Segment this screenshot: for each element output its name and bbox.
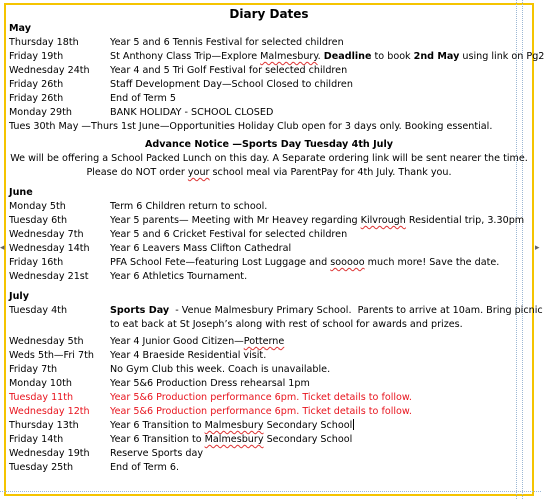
list-item: Wednesday 24th Year 4 and 5 Tri Golf Festival for selected children bbox=[9, 65, 348, 76]
list-item: Tuesday 6th Year 5 parents— Meeting with Mr Heavey regarding Kilvrough Residential trip, 3.30pm bbox=[9, 215, 525, 226]
notice-line: We will be offering a School Packed Lunch on this day. A Separate ordering link will be sent nearer the time. bbox=[10, 153, 528, 164]
notice-line: Please do NOT order your school meal via ParentPay for 4th July. Thank you. bbox=[86, 167, 452, 178]
list-item: Friday 26th Staff Development Day—School Closed to children bbox=[9, 79, 353, 90]
margin-guide bbox=[0, 491, 541, 492]
list-item-highlighted: Tuesday 11th Year 5&6 Production performance 6pm. Ticket details to follow. bbox=[9, 392, 412, 403]
resize-handle-icon[interactable]: ◂ bbox=[0, 243, 5, 253]
list-item: Thursday 13th Year 6 Transition to Malmesbury Secondary School bbox=[9, 419, 529, 433]
list-item-continuation: to eat back at St Joseph’s along with rest of school for awards and prizes. bbox=[110, 319, 463, 330]
list-item: Wednesday 14th Year 6 Leavers Mass Clifton Cathedral bbox=[9, 243, 292, 254]
month-heading-june: June bbox=[9, 187, 33, 198]
text-cursor-line[interactable]: Year 6 Transition to Malmesbury Secondary School bbox=[110, 420, 353, 431]
list-item: Monday 10th Year 5&6 Production Dress rehearsal 1pm bbox=[9, 378, 310, 389]
list-item: Friday 26th End of Term 5 bbox=[9, 93, 176, 104]
list-item: Monday 29th BANK HOLIDAY - SCHOOL CLOSED bbox=[9, 107, 274, 118]
text-cursor bbox=[353, 419, 354, 430]
list-item: Tuesday 25th End of Term 6. bbox=[9, 462, 180, 473]
list-item: Wednesday 19th Reserve Sports day bbox=[9, 448, 204, 459]
list-item: Friday 14th Year 6 Transition to Malmesbury Secondary School bbox=[9, 434, 353, 445]
holiday-club-note: Tues 30th May —Thurs 1st June—Opportunities Holiday Club open for 3 days only. Booking essential. bbox=[9, 121, 493, 132]
list-item: Wednesday 7th Year 5 and 6 Cricket Festival for selected children bbox=[9, 229, 348, 240]
notice-title: Advance Notice —Sports Day Tuesday 4th July bbox=[144, 139, 394, 150]
may-list bbox=[9, 36, 544, 120]
list-item: Thursday 18th Year 5 and 6 Tennis Festival for selected children bbox=[9, 37, 344, 48]
page-title: Diary Dates bbox=[229, 7, 309, 21]
list-item: Friday 16th PFA School Fete—featuring Lost Luggage and sooooo much more! Save the date. bbox=[9, 257, 500, 268]
diary-document bbox=[9, 6, 544, 475]
list-item-highlighted: Wednesday 12th Year 5&6 Production performance 6pm. Ticket details to follow. bbox=[9, 406, 412, 417]
list-item: Monday 5th Term 6 Children return to school. bbox=[9, 201, 268, 212]
resize-handle-icon[interactable]: ▸ bbox=[535, 243, 540, 253]
month-heading-july: July bbox=[9, 291, 29, 302]
list-item: Friday 19th St Anthony Class Trip—Explore Malmesbury. Deadline to book 2nd May using link on Pg2 bbox=[9, 51, 544, 62]
list-item: Friday 7th No Gym Club this week. Coach is unavailable. bbox=[9, 364, 331, 375]
list-item: Weds 5th—Fri 7th Year 4 Braeside Residential visit. bbox=[9, 350, 267, 361]
list-item: Wednesday 5th Year 4 Junior Good Citizen—Potterne bbox=[9, 336, 285, 347]
list-item: Wednesday 21st Year 6 Athletics Tournament. bbox=[9, 271, 248, 282]
list-item-sports-day: Tuesday 4th Sports Day - Venue Malmesbury Primary School. Parents to arrive at 10am. Bring picnic bbox=[9, 305, 543, 316]
month-heading-may: May bbox=[9, 23, 31, 34]
